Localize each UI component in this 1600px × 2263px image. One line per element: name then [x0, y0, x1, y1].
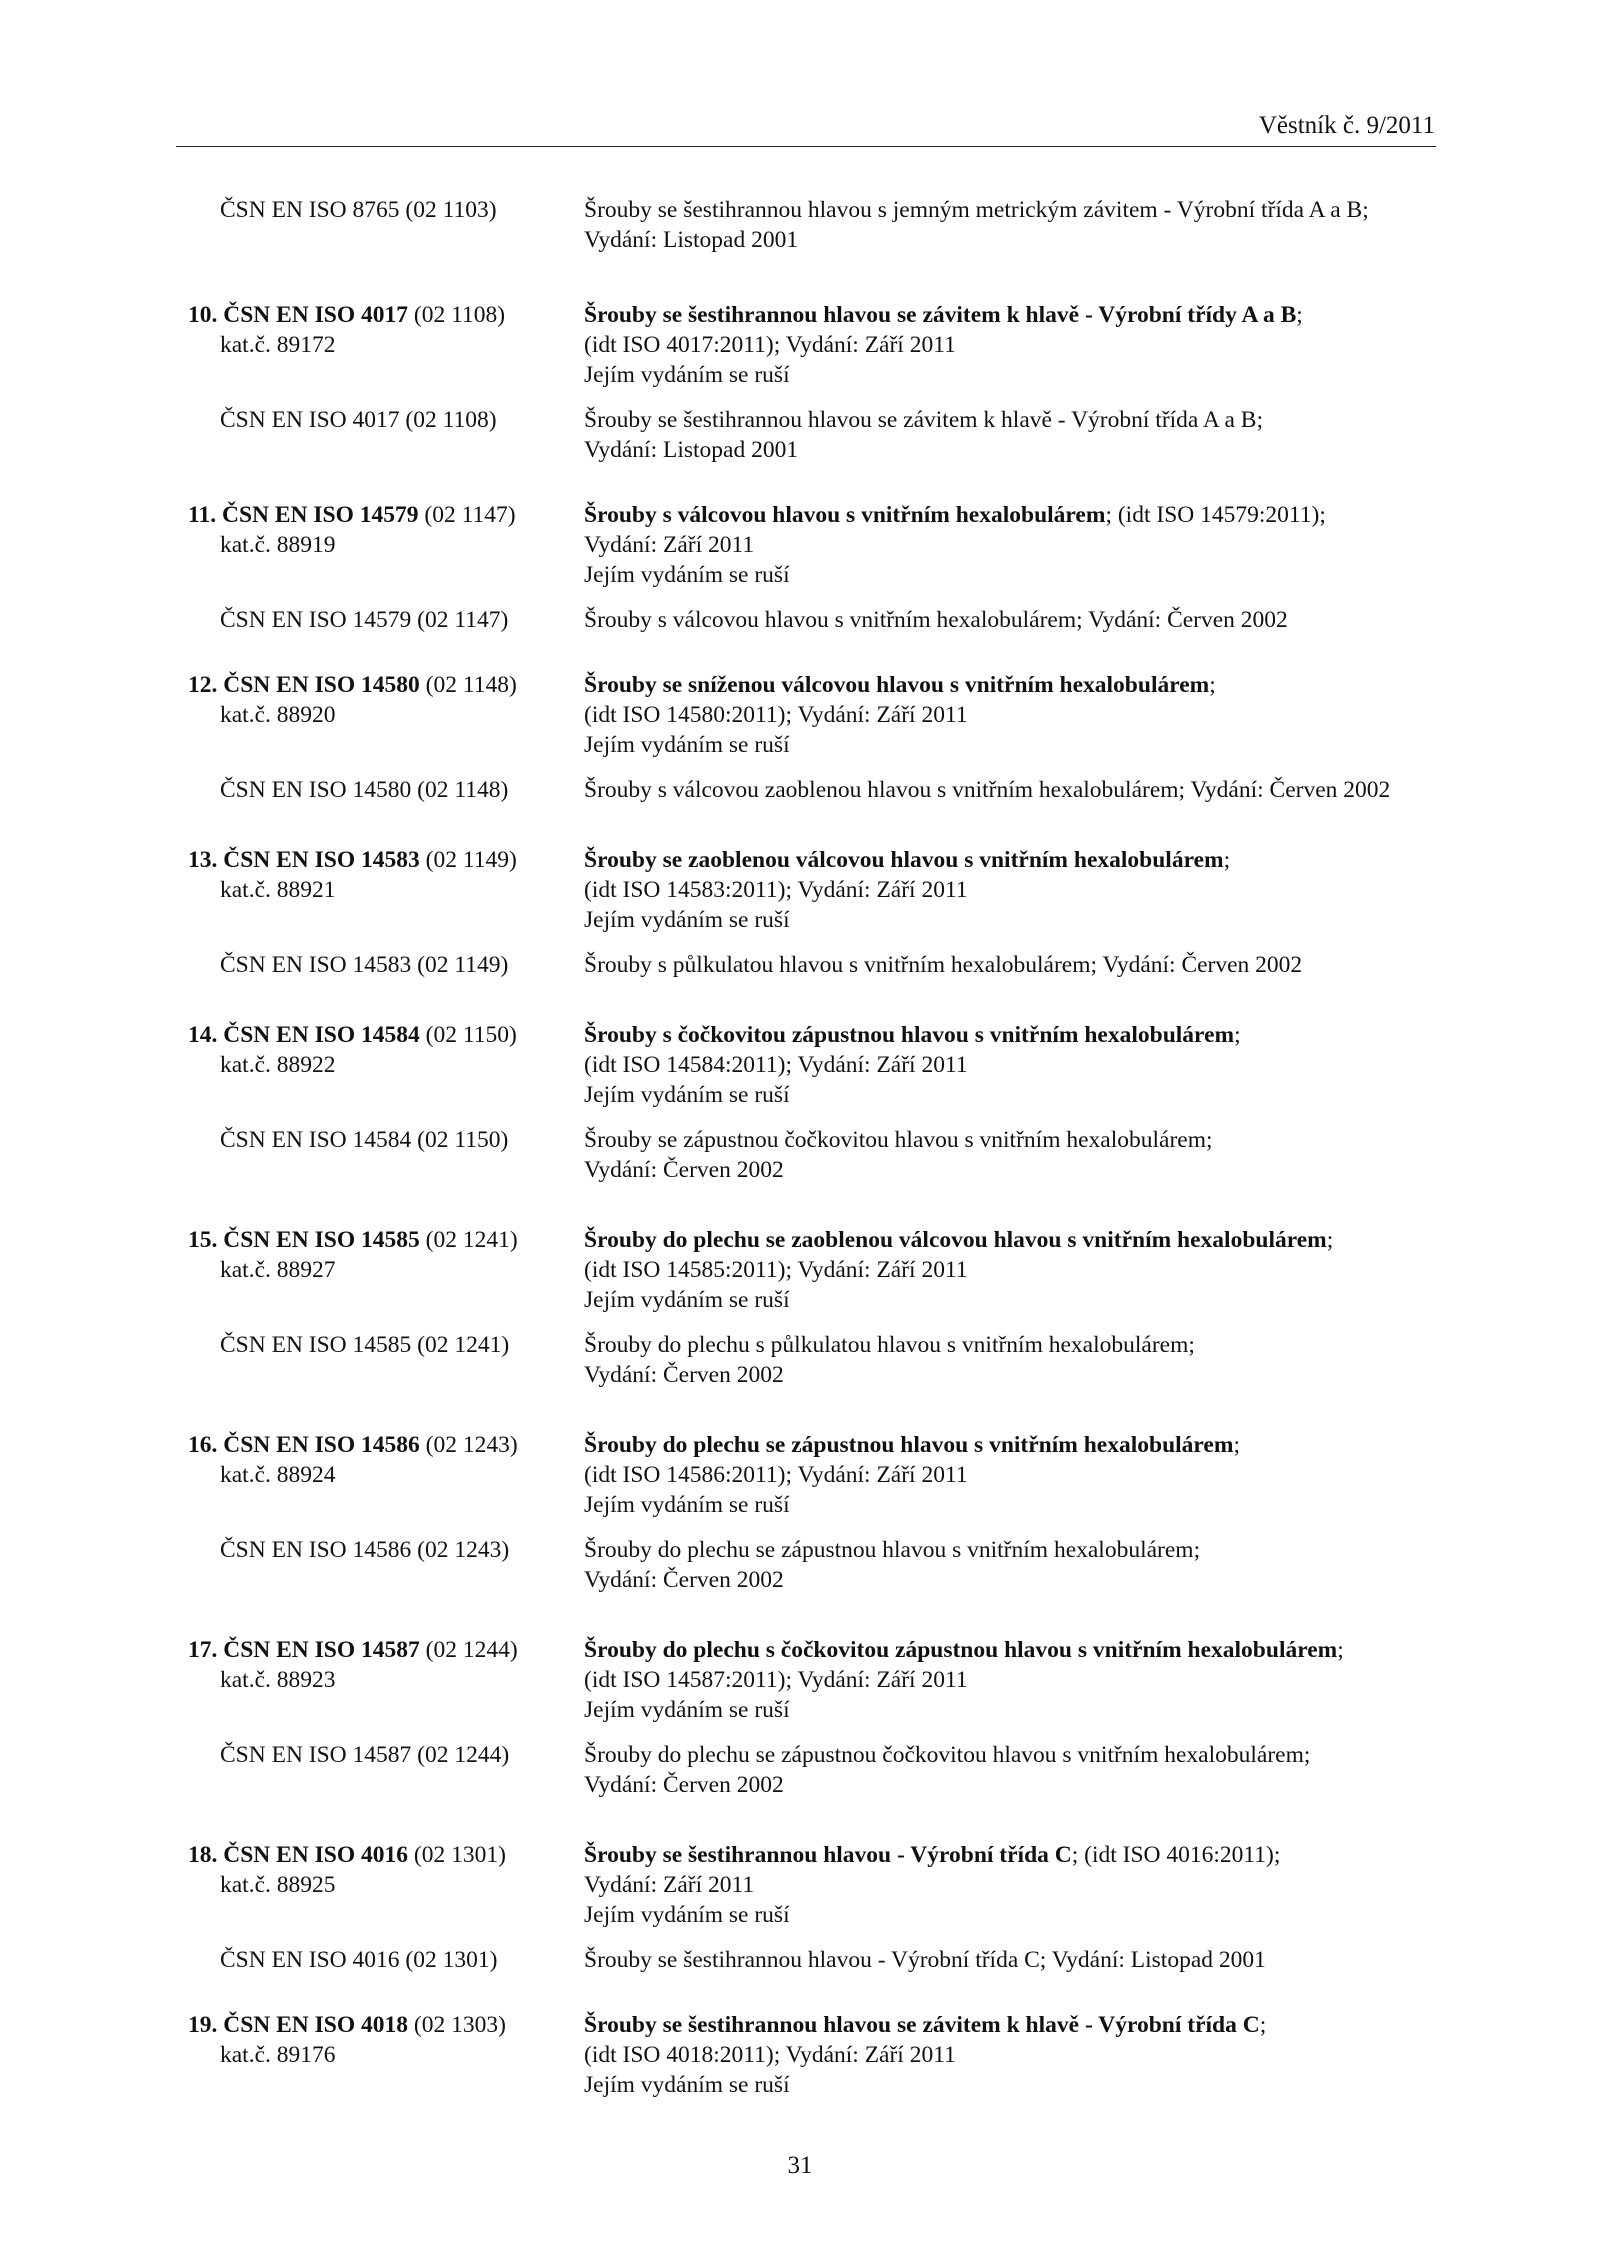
entry-title-suffix: ; (idt ISO 14579:2011); [1105, 502, 1326, 528]
entry-number: 18. [188, 1842, 218, 1868]
cancelled-edition: Vydání: Listopad 2001 [584, 437, 799, 463]
entry-code-suffix: (02 1108) [408, 302, 506, 328]
entry-code: ČSN EN ISO 14583 [223, 847, 420, 873]
cancelled-title: Šrouby do plechu se zápustnou čočkovitou hlavou s vnitřním hexalobulárem; [584, 1742, 1311, 1768]
page-header-title: Věstník č. 9/2011 [1258, 112, 1435, 139]
entry-code: ČSN EN ISO 14579 [221, 502, 419, 528]
entry-number: 16. [188, 1432, 218, 1458]
entry-title: Šrouby se zaoblenou válcovou hlavou s vnitřním hexalobulárem [584, 847, 1224, 873]
cancelled-code: ČSN EN ISO 4017 (02 1108) [220, 407, 497, 433]
entry-catalog-number: kat.č. 88923 [220, 1667, 336, 1693]
entry-code: ČSN EN ISO 4016 [223, 1842, 409, 1868]
entry-code-line [188, 1635, 518, 1665]
entry-title-suffix: ; [1209, 672, 1216, 698]
entry-code: ČSN EN ISO 14580 [223, 672, 420, 698]
entry-title-line [584, 670, 1216, 700]
cancelled-edition: Vydání: Červen 2002 [584, 1362, 784, 1388]
entry-catalog-number: kat.č. 88925 [220, 1872, 336, 1898]
entry-code: ČSN EN ISO 14585 [223, 1227, 420, 1253]
entry-title-suffix: ; [1259, 2012, 1267, 2038]
entry-code: ČSN EN ISO 14584 [223, 1022, 420, 1048]
entry-edition-line: (idt ISO 14585:2011); Vydání: Září 2011 [584, 1257, 968, 1283]
entry-title-line [584, 300, 1303, 330]
entry-title: Šrouby do plechu se zaoblenou válcovou hlavou s vnitřním hexalobulárem [584, 1227, 1327, 1253]
entry-replace-note: Jejím vydáním se ruší [584, 1902, 790, 1928]
entry-code: ČSN EN ISO 14587 [223, 1637, 420, 1663]
entry-edition-line: (idt ISO 14580:2011); Vydání: Září 2011 [584, 702, 968, 728]
entry-number: 10. [188, 302, 218, 328]
entry-title-suffix: ; (idt ISO 4016:2011); [1071, 1842, 1281, 1868]
entry-code-line [188, 2010, 506, 2040]
entry-code-line [188, 300, 505, 330]
entry-replace-note: Jejím vydáním se ruší [584, 1287, 790, 1313]
cancelled-title: Šrouby s válcovou zaoblenou hlavou s vnitřním hexalobulárem; Vydání: Červen 2002 [584, 777, 1391, 803]
entry-title: Šrouby se šestihrannou hlavou - Výrobní třída C [584, 1842, 1072, 1868]
entry-edition-line: (idt ISO 14586:2011); Vydání: Září 2011 [584, 1462, 968, 1488]
entry-code-line [188, 500, 516, 530]
entry-replace-note: Jejím vydáním se ruší [584, 1697, 790, 1723]
entry-replace-note: Jejím vydáním se ruší [584, 1082, 790, 1108]
entry-catalog-number: kat.č. 88921 [220, 877, 336, 903]
entry-title-line [584, 2010, 1266, 2040]
entry-number: 15. [188, 1227, 218, 1253]
entry-catalog-number: kat.č. 88919 [220, 532, 336, 558]
cancelled-code: ČSN EN ISO 14583 (02 1149) [220, 952, 509, 978]
entry-title-suffix: ; [1326, 1227, 1334, 1253]
top-cancelled-code: ČSN EN ISO 8765 (02 1103) [220, 197, 497, 223]
cancelled-title: Šrouby do plechu s půlkulatou hlavou s vnitřním hexalobulárem; [584, 1332, 1195, 1358]
page-number: 31 [787, 2152, 813, 2179]
cancelled-code: ČSN EN ISO 14584 (02 1150) [220, 1127, 509, 1153]
entry-code-suffix: (02 1149) [419, 847, 517, 873]
entry-title-line [584, 1635, 1344, 1665]
cancelled-code: ČSN EN ISO 14579 (02 1147) [220, 607, 509, 633]
entry-title: Šrouby s válcovou hlavou s vnitřním hexalobulárem [584, 502, 1106, 528]
entry-title: Šrouby se sníženou válcovou hlavou s vnitřním hexalobulárem [584, 672, 1210, 698]
entry-replace-note: Jejím vydáním se ruší [584, 362, 790, 388]
entry-edition-line: (idt ISO 4017:2011); Vydání: Září 2011 [584, 332, 956, 358]
top-cancelled-title: Šrouby se šestihrannou hlavou s jemným metrickým závitem - Výrobní třída A a B; [584, 197, 1369, 223]
entry-edition-line: Vydání: Září 2011 [584, 532, 755, 558]
entry-edition-line: (idt ISO 4018:2011); Vydání: Září 2011 [584, 2042, 956, 2068]
entry-title-line [584, 500, 1326, 530]
cancelled-code: ČSN EN ISO 14586 (02 1243) [220, 1537, 510, 1563]
entry-replace-note: Jejím vydáním se ruší [584, 562, 790, 588]
cancelled-code: ČSN EN ISO 14587 (02 1244) [220, 1742, 510, 1768]
entry-title-suffix: ; [1233, 1432, 1240, 1458]
top-cancelled-edition: Vydání: Listopad 2001 [584, 227, 799, 253]
entry-code-suffix: (02 1147) [418, 502, 516, 528]
header-rule [176, 146, 1436, 147]
entry-edition-line: Vydání: Září 2011 [584, 1872, 755, 1898]
entry-code: ČSN EN ISO 4018 [223, 2012, 409, 2038]
entry-title: Šrouby do plechu se zápustnou hlavou s vnitřním hexalobulárem [584, 1432, 1234, 1458]
cancelled-code: ČSN EN ISO 14585 (02 1241) [220, 1332, 510, 1358]
cancelled-code: ČSN EN ISO 4016 (02 1301) [220, 1947, 498, 1973]
entry-catalog-number: kat.č. 88922 [220, 1052, 336, 1078]
entry-number: 17. [188, 1637, 218, 1663]
entry-code-line [188, 1840, 506, 1870]
entry-number: 19. [188, 2012, 218, 2038]
cancelled-title: Šrouby se šestihrannou hlavou - Výrobní třída C; Vydání: Listopad 2001 [584, 1947, 1266, 1973]
entry-title-suffix: ; [1337, 1637, 1344, 1663]
entry-catalog-number: kat.č. 88920 [220, 702, 336, 728]
entry-catalog-number: kat.č. 88927 [220, 1257, 336, 1283]
entry-title-line [584, 845, 1230, 875]
cancelled-title: Šrouby do plechu se zápustnou hlavou s vnitřním hexalobulárem; [584, 1537, 1201, 1563]
entry-code-suffix: (02 1303) [408, 2012, 506, 2038]
entry-catalog-number: kat.č. 89176 [220, 2042, 336, 2068]
entry-code-line [188, 845, 517, 875]
entry-code-suffix: (02 1301) [408, 1842, 506, 1868]
entry-code-line [188, 1430, 518, 1460]
entry-code-line [188, 670, 517, 700]
entry-title-suffix: ; [1234, 1022, 1241, 1048]
entry-edition-line: (idt ISO 14587:2011); Vydání: Září 2011 [584, 1667, 968, 1693]
entry-title-line [584, 1225, 1333, 1255]
entry-replace-note: Jejím vydáním se ruší [584, 907, 790, 933]
entry-catalog-number: kat.č. 89172 [220, 332, 336, 358]
entry-edition-line: (idt ISO 14583:2011); Vydání: Září 2011 [584, 877, 968, 903]
entry-catalog-number: kat.č. 88924 [220, 1462, 336, 1488]
entry-code-suffix: (02 1243) [419, 1432, 518, 1458]
entry-title-suffix: ; [1223, 847, 1231, 873]
entry-replace-note: Jejím vydáním se ruší [584, 732, 790, 758]
entry-title: Šrouby s čočkovitou zápustnou hlavou s vnitřním hexalobulárem [584, 1022, 1235, 1048]
cancelled-title: Šrouby se zápustnou čočkovitou hlavou s vnitřním hexalobulárem; [584, 1127, 1213, 1153]
entry-code: ČSN EN ISO 14586 [223, 1432, 420, 1458]
entry-number: 12. [188, 672, 218, 698]
entry-code-suffix: (02 1241) [419, 1227, 518, 1253]
entry-title: Šrouby se šestihrannou hlavou se závitem k hlavě - Výrobní třídy A a B [584, 302, 1297, 328]
entry-number: 13. [188, 847, 218, 873]
cancelled-title: Šrouby s půlkulatou hlavou s vnitřním hexalobulárem; Vydání: Červen 2002 [584, 952, 1303, 978]
entry-replace-note: Jejím vydáním se ruší [584, 1492, 790, 1518]
entry-title: Šrouby do plechu s čočkovitou zápustnou hlavou s vnitřním hexalobulárem [584, 1637, 1338, 1663]
cancelled-code: ČSN EN ISO 14580 (02 1148) [220, 777, 509, 803]
entry-code-line [188, 1225, 518, 1255]
entry-number: 14. [188, 1022, 218, 1048]
cancelled-edition: Vydání: Červen 2002 [584, 1157, 784, 1183]
cancelled-edition: Vydání: Červen 2002 [584, 1567, 784, 1593]
entry-code-suffix: (02 1150) [419, 1022, 517, 1048]
entry-title-suffix: ; [1296, 302, 1303, 328]
entry-title: Šrouby se šestihrannou hlavou se závitem k hlavě - Výrobní třída C [584, 2012, 1260, 2038]
cancelled-title: Šrouby s válcovou hlavou s vnitřním hexalobulárem; Vydání: Červen 2002 [584, 607, 1288, 633]
entry-edition-line: (idt ISO 14584:2011); Vydání: Září 2011 [584, 1052, 968, 1078]
entry-title-line [584, 1840, 1280, 1870]
cancelled-edition: Vydání: Červen 2002 [584, 1772, 784, 1798]
entry-replace-note: Jejím vydáním se ruší [584, 2072, 790, 2098]
entry-code: ČSN EN ISO 4017 [223, 302, 409, 328]
entry-code-suffix: (02 1244) [419, 1637, 518, 1663]
entry-code-line [188, 1020, 517, 1050]
entry-number: 11. [188, 502, 217, 528]
entry-code-suffix: (02 1148) [419, 672, 517, 698]
entry-title-line [584, 1020, 1241, 1050]
entry-title-line [584, 1430, 1240, 1460]
cancelled-title: Šrouby se šestihrannou hlavou se závitem k hlavě - Výrobní třída A a B; [584, 407, 1263, 433]
